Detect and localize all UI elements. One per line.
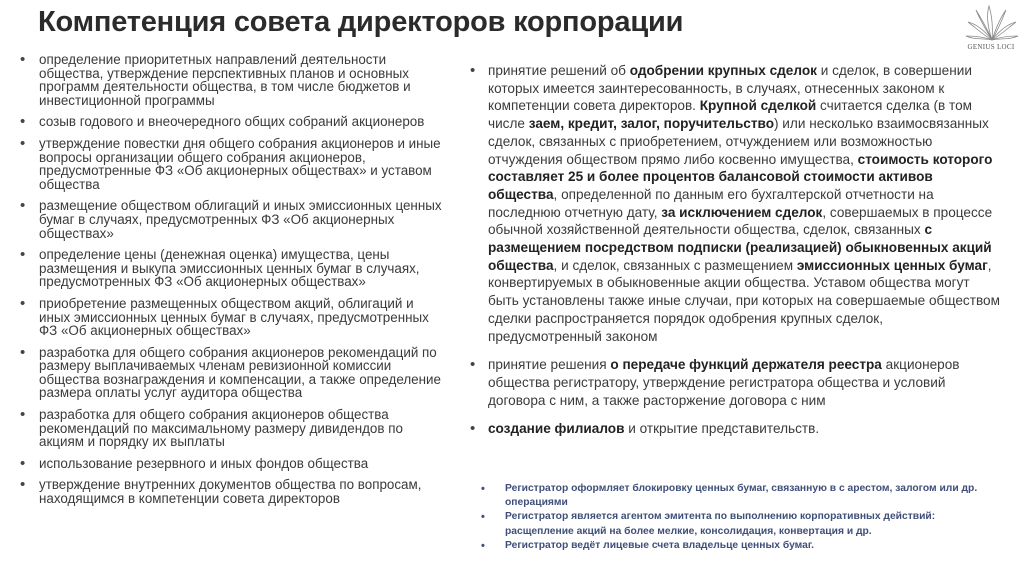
bold-run: за исключением сделок <box>661 204 823 220</box>
bold-run: с размещением посредством подписки (реализацией) обыкновенных акций общества <box>488 222 992 273</box>
text-run: ) или несколько взаимосвязанных сделок, связанных с приобретением, отчуждением или возможностью отчуждения обществом прямо либо косвенно имущества, <box>488 116 989 167</box>
left-list-item: • размещение обществом облигаций и иных эмиссионных ценных бумаг в случаях, предусмотренных ФЗ «Об акционерных обществах» <box>18 199 448 240</box>
bold-run: Крупной сделкой <box>699 98 817 114</box>
text-run: и открытие представительств. <box>624 421 820 437</box>
bold-run: эмиссионных ценных бумаг <box>796 257 988 273</box>
left-list-item: • разработка для общего собрания акционеров общества рекомендаций по максимальному размеру дивидендов по акциям и порядку их выплаты <box>18 408 448 449</box>
branches-item <box>470 420 1000 438</box>
text-run: , конвертируемых в обыкновенные акции общества. Уставом общества могут быть установлены также иные случаи, при которых на совершаемые обществом сделки распространяется порядок одобрения крупных сделок, предусмотренный законом <box>488 257 1000 344</box>
bold-run: о передаче функций держателя реестра <box>610 357 882 373</box>
left-list-item: • утверждение внутренних документов общества по вопросам, находящимся в компетенции совета директоров <box>18 478 448 505</box>
right-bullet-list <box>470 62 1000 449</box>
bold-run: создание филиалов <box>488 421 625 437</box>
note-item: • Регистратор оформляет блокировку ценных бумаг, связанную в с арестом, залогом или др. операциями <box>479 482 999 510</box>
note-item: • Регистратор ведёт лицевые счета владельце ценных бумаг. <box>479 539 999 553</box>
left-list-item: • определение приоритетных направлений деятельности общества, утверждение перспективных планов и основных программ деятельности общества, в том числе бюджетов и инвестиционной программы <box>18 53 448 107</box>
logo-text: GENIUS LOCI <box>967 43 1015 51</box>
major-deals-item <box>470 62 1000 345</box>
text-run: и сделок, в совершении которых имеется заинтересованность, в случаях, отнесенных законом к компетенции совета директоров. <box>488 63 972 114</box>
left-list-item: • созыв годового и внеочередного общих собраний акционеров <box>18 115 448 129</box>
text-run: акционеров общества регистратору, утверждение регистратора общества и условий договора с ним, а также расторжение договора с ним <box>488 357 960 408</box>
registrar-item <box>470 356 1000 409</box>
bold-run: одобрении крупных сделок <box>629 63 817 78</box>
text-run: принятие решений об <box>488 63 630 78</box>
text-run: принятие решения <box>488 357 611 373</box>
text-run: , определенной по данным его бухгалтерской отчетности на последнюю отчетную дату, <box>488 186 934 220</box>
bold-run: заем, кредит, залог, поручительство <box>528 116 774 132</box>
note-item: • Регистратор является агентом эмитента по выполнению корпоративных действий: расщепление акций на более мелкие, консолидация, конвертация и др. <box>479 510 999 538</box>
page-title: Компетенция совета директоров корпорации <box>38 6 684 38</box>
bold-run: стоимость которого составляет 25 и более процентов балансовой стоимости активов общества <box>488 151 993 202</box>
text-run: , и сделок, связанных с размещением <box>553 257 797 273</box>
left-list-item: • утверждение повестки дня общего собрания акционеров и иные вопросы организации общего собрания акционеров, предусмотренные ФЗ «Об акционерных обществах» и уставом общества <box>18 137 448 191</box>
text-run: считается сделка (в том числе <box>488 98 972 132</box>
left-list-item: • использование резервного и иных фондов общества <box>18 457 448 471</box>
left-list-item: • приобретение размещенных обществом акций, облигаций и иных эмиссионных ценных бумаг в случаях, предусмотренных ФЗ «Об акционерных обществах» <box>18 297 448 338</box>
registrar-notes <box>479 482 999 553</box>
left-list-item: • определение цены (денежная оценка) имущества, цены размещения и выкупа эмиссионных ценных бумаг в случаях, предусмотренных ФЗ «Об акционерных обществах» <box>18 248 448 289</box>
left-bullet-list <box>18 53 448 514</box>
text-run: , совершаемых в процессе обычной хозяйственной деятельности общества, сделок, связанных <box>488 204 993 238</box>
left-list-item: • разработка для общего собрания акционеров рекомендаций по размеру выплачиваемых членам ревизионной комиссии общества вознаграждения и компенсации, а также определение размера оплаты услуг аудитора общества <box>18 346 448 400</box>
